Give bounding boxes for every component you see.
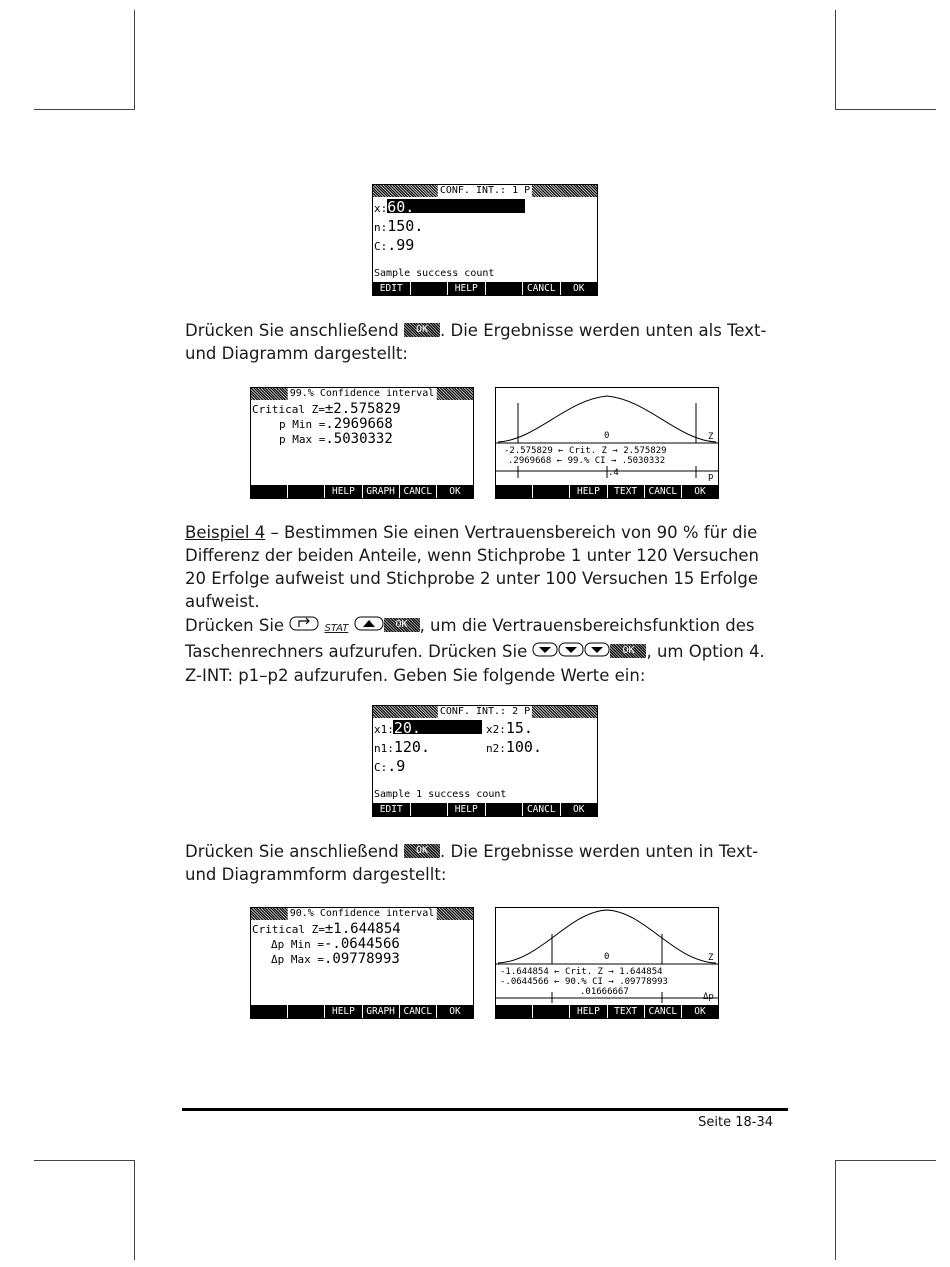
p-axis-label: p: [708, 472, 714, 482]
softkey-blank[interactable]: [485, 803, 523, 816]
softkey-menu: [373, 803, 597, 816]
field-c[interactable]: C:.99: [374, 236, 415, 254]
field-n1[interactable]: n1:120.: [374, 738, 430, 756]
softkey-cancel[interactable]: CANCL: [644, 485, 681, 498]
softkey-help[interactable]: HELP: [569, 485, 606, 498]
field-hint: Sample 1 success count: [374, 789, 507, 800]
field-c[interactable]: C:.9: [374, 757, 406, 775]
paragraph-instructions: Drücken Sie STAT OK , um die Vertrauensbereichsfunktion des Taschenrechners aufzurufen. Drücken Sie OK , um Option 4. Z-INT: p1–p2 aufzurufen. Geben Sie folgende Werte ein:: [185, 616, 765, 685]
softkey-blank[interactable]: [496, 1005, 532, 1018]
calculator-screen-input-2p: [372, 705, 598, 817]
softkey-help[interactable]: HELP: [324, 485, 361, 498]
paragraph-results-1: Drücken Sie anschließend OK . Die Ergebnisse werden unten als Text- und Diagramm dargestellt:: [185, 321, 767, 363]
field-x1[interactable]: x1:20.: [374, 719, 421, 737]
field-hint: Sample success count: [374, 268, 495, 279]
crit-z-line: -1.644854 ← Crit. Z → 1.644854: [500, 967, 663, 977]
calculator-screen-result-2: [250, 907, 474, 1019]
crop-mark: [835, 10, 836, 110]
softkey-text[interactable]: TEXT: [607, 485, 644, 498]
z-axis-label: Z: [708, 953, 714, 963]
softkey-blank[interactable]: [485, 282, 523, 295]
field-x2[interactable]: x2:15.: [486, 719, 533, 737]
softkey-cancel[interactable]: CANCL: [644, 1005, 681, 1018]
softkey-edit[interactable]: EDIT: [379, 283, 403, 294]
screen-title: CONF. INT.: 2 P: [439, 706, 531, 717]
softkey-help[interactable]: HELP: [447, 282, 485, 295]
softkey-cancel[interactable]: CANCL: [399, 485, 436, 498]
softkey-text[interactable]: TEXT: [607, 1005, 644, 1018]
softkey-help[interactable]: HELP: [447, 803, 485, 816]
softkey-blank[interactable]: [251, 1005, 287, 1018]
down-arrow-key-icon: [558, 641, 584, 664]
calculator-screen-graph-1: [495, 387, 719, 499]
page-number: Seite 18-34: [698, 1115, 773, 1130]
softkey-ok[interactable]: OK: [436, 485, 473, 498]
field-n2[interactable]: n2:100.: [486, 738, 542, 756]
paragraph-example-4: Beispiel 4 – Bestimmen Sie einen Vertrauensbereich von 90 % für die Differenz der beiden Anteile, wenn Stichprobe 1 unter 120 Versuchen 20 Erfolge aufweist und Stichprobe 2 unter 100 Versuchen 15 Erfolge aufweist.: [185, 523, 760, 611]
softkey-blank[interactable]: [287, 485, 324, 498]
softkey-edit[interactable]: EDIT: [379, 804, 403, 815]
zero-label: 0: [604, 431, 610, 441]
softkey-graph[interactable]: GRAPH: [362, 1005, 399, 1018]
crop-mark: [134, 1160, 135, 1260]
softkey-cancel[interactable]: CANCL: [399, 1005, 436, 1018]
softkey-blank[interactable]: [287, 1005, 324, 1018]
dp-min: Δp Min =-.0644566: [271, 936, 400, 952]
softkey-ok[interactable]: OK: [436, 1005, 473, 1018]
softkey-menu: [496, 1005, 718, 1018]
normal-curve-plot: [496, 908, 718, 1018]
softkey-blank[interactable]: [532, 1005, 569, 1018]
crop-mark: [34, 1160, 134, 1161]
screen-title-bar: [373, 706, 597, 718]
calculator-screen-result-1: [250, 387, 474, 499]
ok-key-icon: OK: [404, 323, 440, 337]
footer-rule: [182, 1108, 788, 1111]
screen-title: 90.% Confidence interval: [289, 908, 435, 919]
dp-max: Δp Max =.09778993: [271, 951, 400, 967]
ok-key-icon: OK: [404, 844, 440, 858]
crop-mark: [836, 1160, 936, 1161]
stat-label: STAT: [324, 623, 349, 634]
critical-z: Critical Z=±1.644854: [252, 921, 401, 937]
ci-line: .2969668 ← 99.% CI → .5030332: [508, 456, 666, 466]
softkey-ok[interactable]: OK: [681, 1005, 718, 1018]
center-label: .01666667: [580, 987, 629, 997]
right-shift-key-icon: [289, 615, 319, 638]
center-label: .4: [608, 468, 619, 478]
ok-key-icon: OK: [610, 644, 646, 658]
softkey-ok[interactable]: OK: [681, 485, 718, 498]
softkey-blank[interactable]: [410, 803, 448, 816]
calculator-screen-input-1p: [372, 184, 598, 296]
field-n[interactable]: n:150.: [374, 217, 424, 235]
softkey-menu: [373, 282, 597, 295]
critical-z: Critical Z=±2.575829: [252, 401, 401, 417]
down-arrow-key-icon: [532, 641, 558, 664]
p-min: p Min =.2969668: [279, 416, 393, 432]
screen-title-bar: [373, 185, 597, 197]
softkey-ok[interactable]: OK: [560, 803, 598, 816]
softkey-graph[interactable]: GRAPH: [362, 485, 399, 498]
crop-mark: [134, 10, 135, 110]
p-max: p Max =.5030332: [279, 431, 393, 447]
paragraph-results-2: Drücken Sie anschließend OK . Die Ergebnisse werden unten in Text- und Diagrammform dargestellt:: [185, 842, 759, 884]
example-link[interactable]: Beispiel 4: [185, 523, 266, 542]
screen-title-bar: [251, 908, 473, 920]
softkey-cancel[interactable]: CANCL: [522, 803, 560, 816]
softkey-blank[interactable]: [251, 485, 287, 498]
calculator-screen-graph-2: [495, 907, 719, 1019]
softkey-menu: [251, 485, 473, 498]
ci-line: -.0644566 ← 90.% CI → .09778993: [500, 977, 668, 987]
softkey-blank[interactable]: [410, 282, 448, 295]
ok-key-icon: OK: [384, 618, 420, 632]
crop-mark: [34, 109, 134, 110]
crop-mark: [836, 109, 936, 110]
softkey-menu: [251, 1005, 473, 1018]
crit-z-line: -2.575829 ← Crit. Z → 2.575829: [504, 446, 667, 456]
dp-axis-label: Δp: [703, 992, 714, 1002]
field-x[interactable]: x:60.: [374, 198, 415, 216]
softkey-ok[interactable]: OK: [560, 282, 598, 295]
softkey-menu: [496, 485, 718, 498]
screen-title: CONF. INT.: 1 P: [439, 185, 531, 196]
softkey-blank[interactable]: [496, 485, 532, 498]
screen-title: 99.% Confidence interval: [289, 388, 435, 399]
softkey-cancel[interactable]: CANCL: [522, 282, 560, 295]
down-arrow-key-icon: [584, 641, 610, 664]
softkey-blank[interactable]: [532, 485, 569, 498]
z-axis-label: Z: [708, 432, 714, 442]
zero-label: 0: [604, 952, 610, 962]
crop-mark: [835, 1160, 836, 1260]
softkey-help[interactable]: HELP: [324, 1005, 361, 1018]
screen-title-bar: [251, 388, 473, 400]
softkey-help[interactable]: HELP: [569, 1005, 606, 1018]
up-arrow-key-icon: [354, 615, 384, 638]
normal-curve-plot: [496, 388, 718, 498]
